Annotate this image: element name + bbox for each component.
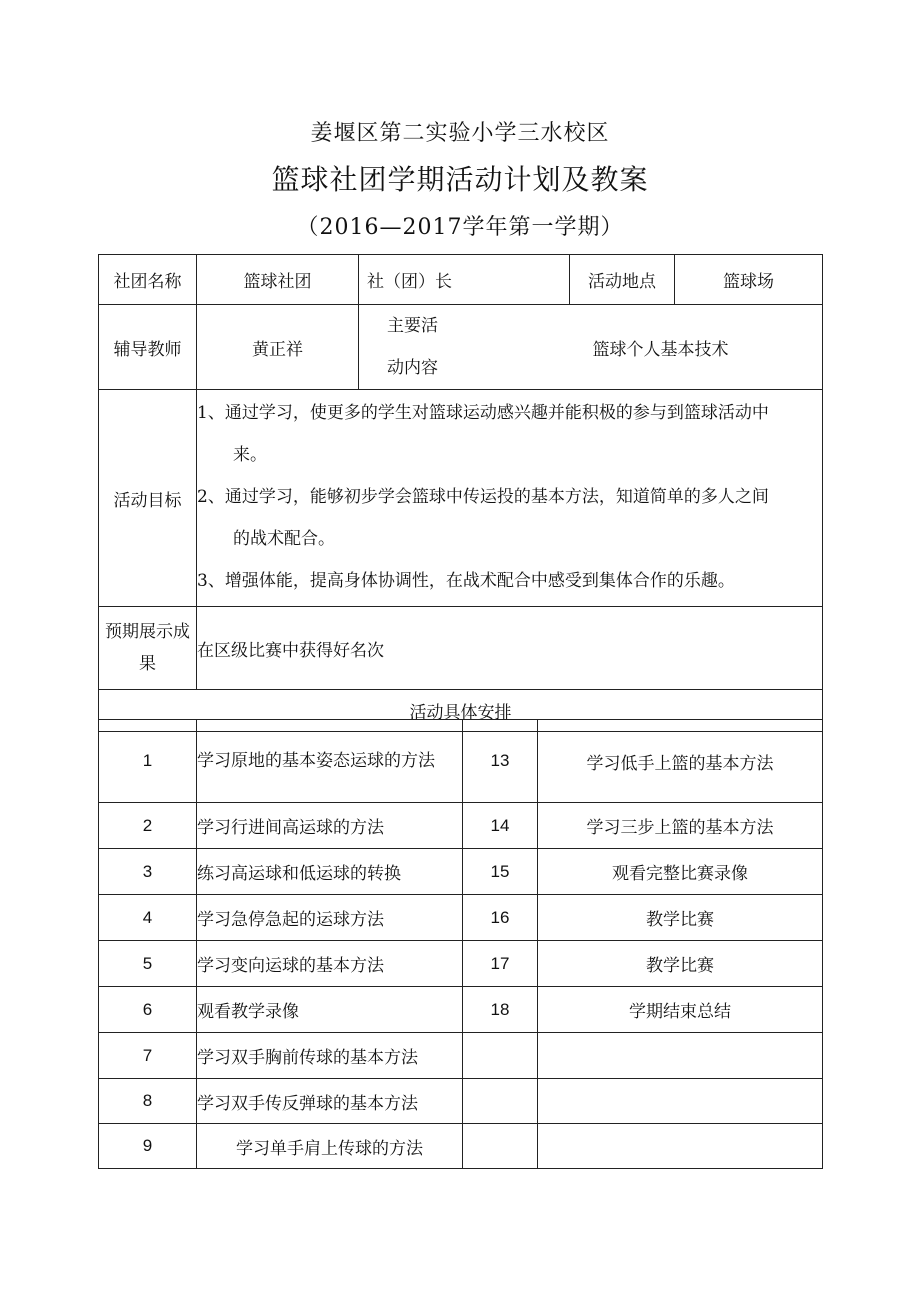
table-row: 3 练习高运球和低运球的转换 15 观看完整比赛录像	[99, 849, 823, 895]
term-label: （2016—2017学年第一学期）	[296, 215, 624, 240]
table-row: 7 学习双手胸前传球的基本方法	[99, 1033, 823, 1079]
main-content-value: 篮球个人基本技术	[592, 339, 729, 360]
goal-item: 3、增强体能，提高身体协调性，在战术配合中感受到集体合作的乐趣。	[197, 571, 735, 591]
location-value: 篮球场	[675, 255, 823, 305]
school-name: 姜堰区第二实验小学三水校区	[310, 121, 610, 146]
teacher-label: 辅导教师	[99, 305, 197, 390]
goal-item: 1、通过学习，使更多的学生对篮球运动感兴趣并能积极的参与到篮球活动中 来。	[197, 403, 769, 465]
page-title: 篮球社团学期活动计划及教案	[271, 163, 649, 196]
teacher-value: 黄正祥	[197, 305, 359, 390]
table-row: 4 学习急停急起的运球方法 16 教学比赛	[99, 895, 823, 941]
goal-item: 2、通过学习，能够初步学会篮球中传运投的基本方法，知道简单的多人之间 的战术配合。	[197, 487, 769, 549]
table-row: 6 观看教学录像 18 学期结束总结	[99, 987, 823, 1033]
schedule-table	[98, 719, 823, 1169]
club-name-value: 篮球社团	[197, 255, 359, 305]
main-content-label: 主要活 动内容	[387, 316, 438, 378]
expected-label: 预期展示成果	[99, 607, 197, 690]
main-content-cell	[359, 305, 823, 390]
table-row: 1 学习原地的基本姿态运球的方法 13 学习低手上篮的基本方法	[99, 720, 823, 803]
table-row: 5 学习变向运球的基本方法 17 教学比赛	[99, 941, 823, 987]
club-info-table	[98, 254, 823, 732]
location-label: 活动地点	[570, 255, 675, 305]
table-row: 2 学习行进间高运球的方法 14 学习三步上篮的基本方法	[99, 803, 823, 849]
goals-list	[197, 390, 823, 607]
goals-label: 活动目标	[99, 390, 197, 607]
club-name-label: 社团名称	[99, 255, 197, 305]
leader-label: 社（团）长	[359, 255, 570, 305]
expected-value: 在区级比赛中获得好名次	[197, 607, 823, 690]
schedule-header: 活动具体安排	[99, 690, 823, 732]
table-row: 9 学习单手肩上传球的方法	[99, 1124, 823, 1169]
table-row: 8 学习双手传反弹球的基本方法	[99, 1079, 823, 1124]
